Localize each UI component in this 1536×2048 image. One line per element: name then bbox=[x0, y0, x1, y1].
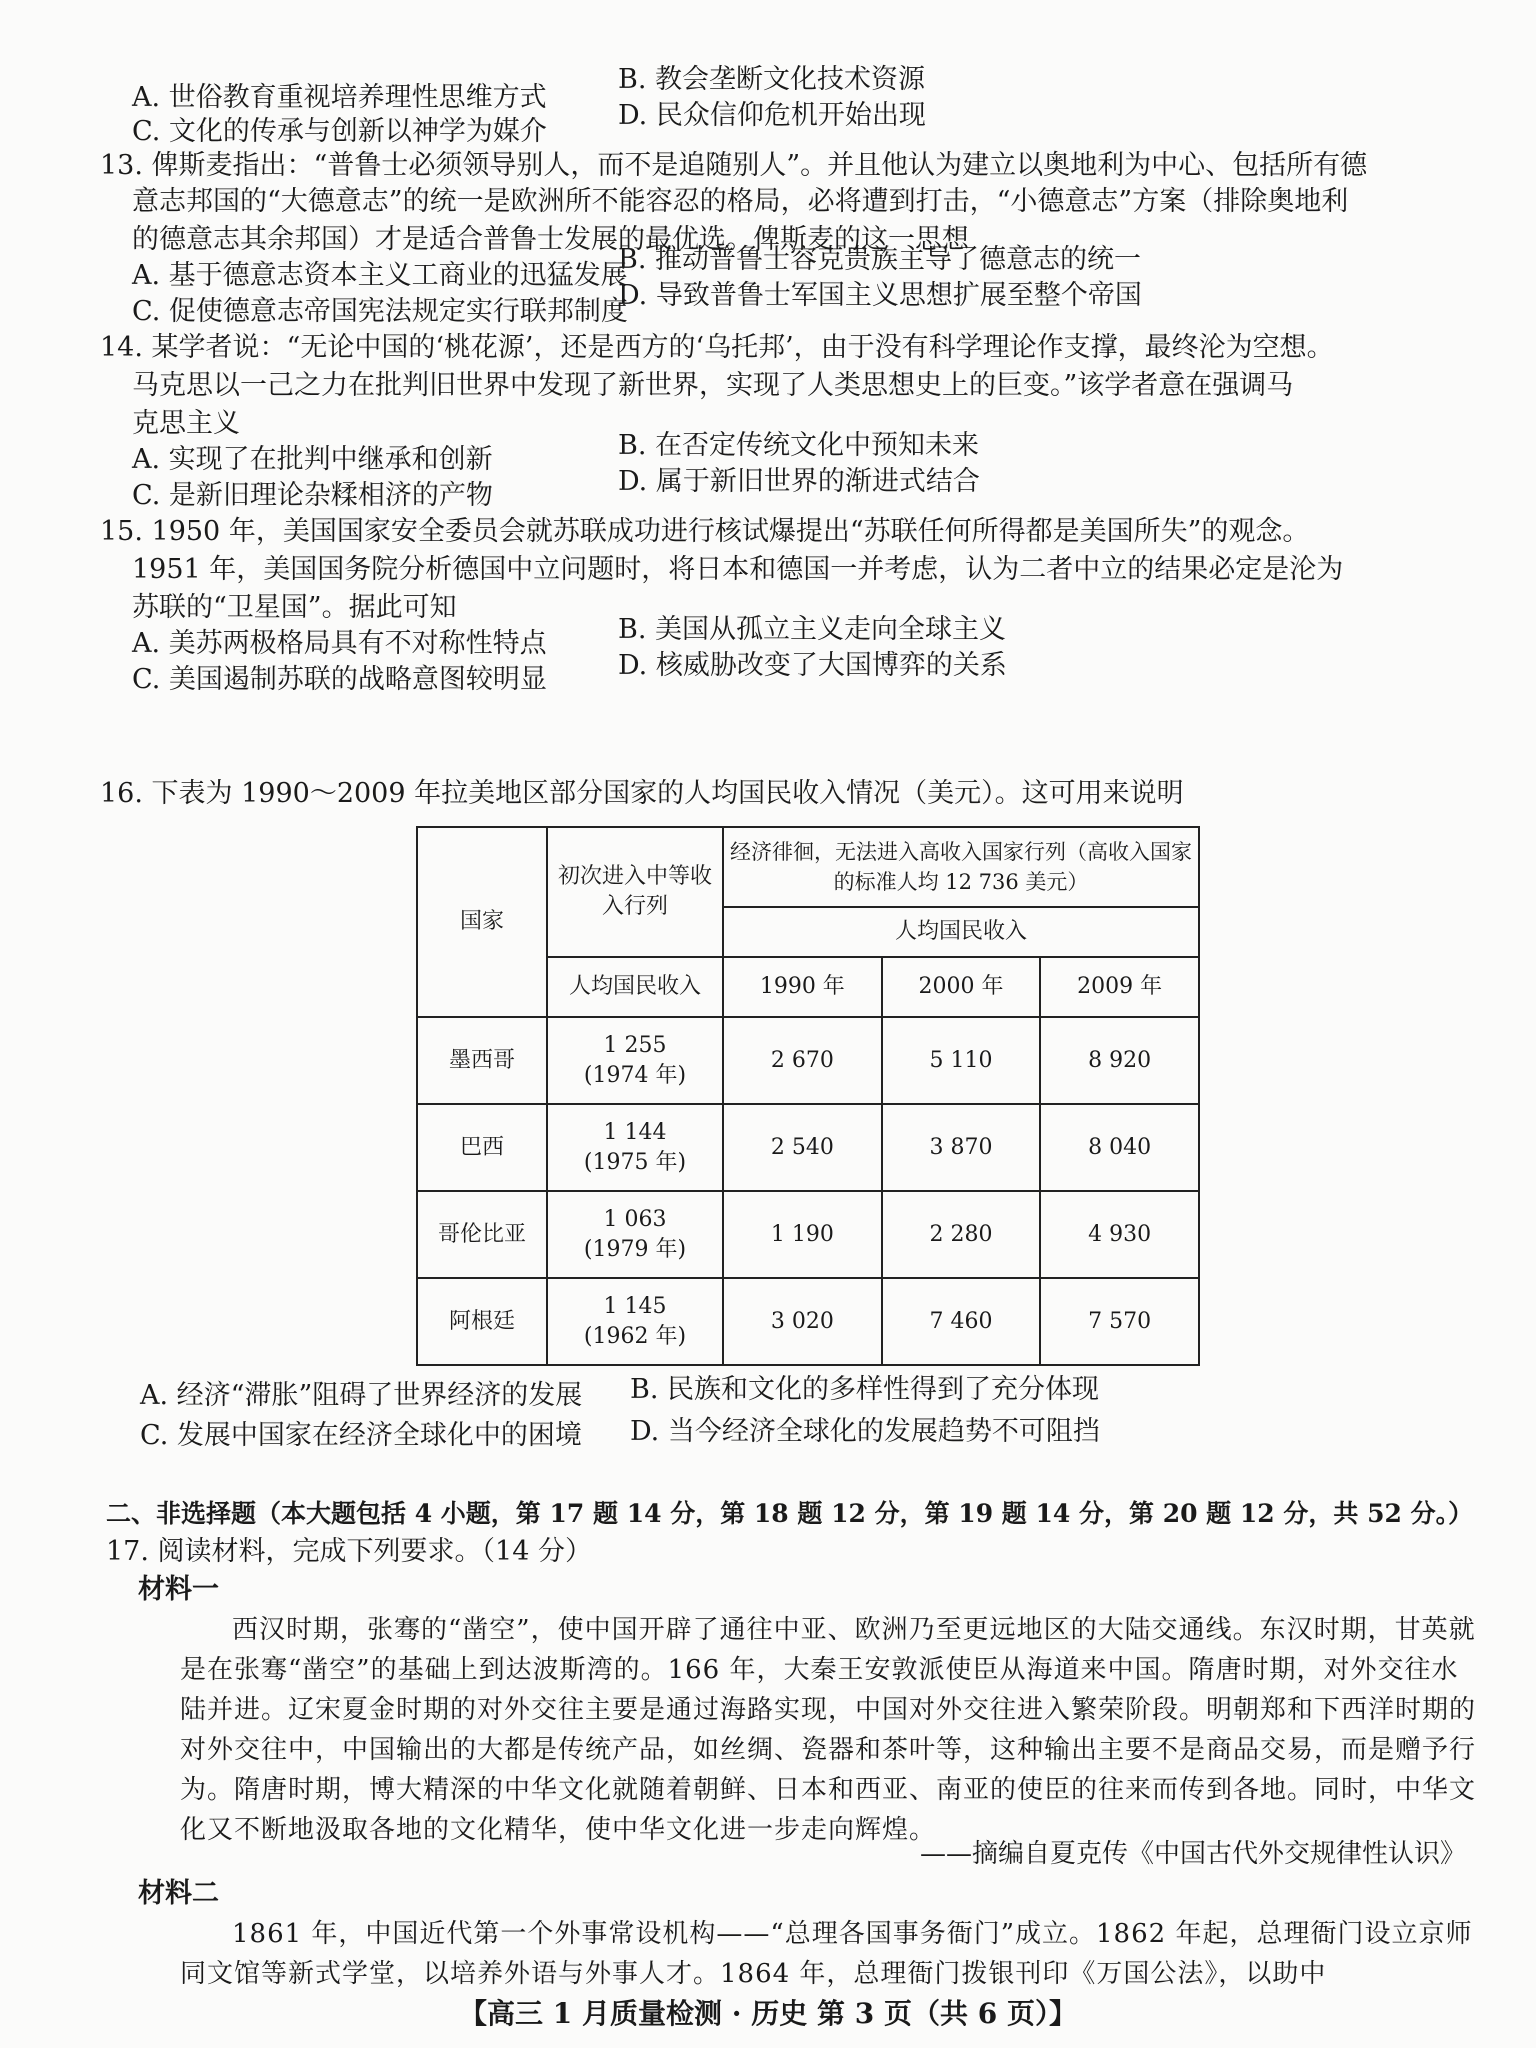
q12-option-d: D. 民众信仰危机开始出现 bbox=[618, 100, 926, 131]
q14-option-b: B. 在否定传统文化中预知未来 bbox=[618, 430, 980, 461]
q13-option-a: A. 基于德意志资本主义工商业的迅猛发展 bbox=[132, 260, 628, 291]
header-year-2009: 2009 年 bbox=[1040, 957, 1199, 1017]
table-row bbox=[417, 1278, 1199, 1365]
cell-first-value: 1 145 bbox=[603, 1293, 667, 1319]
q14-stem-line-1: 14. 某学者说：“无论中国的‘桃花源’，还是西方的‘乌托邦’，由于没有科学理论作支撑，最终沦为空想。 bbox=[100, 332, 1334, 363]
cell-2009: 7 570 bbox=[1040, 1278, 1199, 1365]
cell-first-year: (1979 年) bbox=[583, 1236, 687, 1262]
table-row bbox=[417, 1104, 1199, 1191]
header-country: 国家 bbox=[417, 827, 547, 1017]
header-first-sub: 人均国民收入 bbox=[547, 957, 723, 1017]
q17-title: 17. 阅读材料，完成下列要求。（14 分） bbox=[106, 1536, 592, 1567]
q13-option-d: D. 导致普鲁士军国主义思想扩展至整个帝国 bbox=[618, 280, 1142, 311]
header-year-1990: 1990 年 bbox=[723, 957, 882, 1017]
cell-2009: 8 040 bbox=[1040, 1104, 1199, 1191]
q16-option-c: C. 发展中国家在经济全球化中的困境 bbox=[140, 1420, 582, 1451]
q17-material-2-label: 材料二 bbox=[138, 1878, 219, 1909]
q15-option-b: B. 美国从孤立主义走向全球主义 bbox=[618, 614, 1007, 645]
cell-2000: 2 280 bbox=[882, 1191, 1041, 1278]
q17-material-1-label: 材料一 bbox=[138, 1574, 219, 1605]
q14-option-d: D. 属于新旧世界的渐进式结合 bbox=[618, 466, 980, 497]
q12-option-c: C. 文化的传承与创新以神学为媒介 bbox=[132, 116, 547, 147]
q15-option-c: C. 美国遏制苏联的战略意图较明显 bbox=[132, 664, 547, 695]
q14-stem-line-2: 马克思以一己之力在批判旧世界中发现了新世界，实现了人类思想史上的巨变。”该学者意在强调马 bbox=[132, 370, 1294, 401]
q15-stem-line-1: 15. 1950 年，美国国家安全委员会就苏联成功进行核试爆提出“苏联任何所得都是美国所失”的观念。 bbox=[100, 516, 1310, 547]
page-footer: 【高三 1 月质量检测 · 历史 第 3 页（共 6 页）】 bbox=[459, 1997, 1077, 2030]
cell-1990: 1 190 bbox=[723, 1191, 882, 1278]
q13-stem-line-2: 意志邦国的“大德意志”的统一是欧洲所不能容忍的格局，必将遭到打击，“小德意志”方案（排除奥地利 bbox=[132, 186, 1349, 217]
cell-first-value: 1 144 bbox=[603, 1119, 667, 1145]
q13-stem-line-1: 13. 俾斯麦指出：“普鲁士必须领导别人，而不是追随别人”。并且他认为建立以奥地利为中心、包括所有德 bbox=[100, 150, 1368, 181]
q17-material-1-text: 西汉时期，张骞的“凿空”，使中国开辟了通往中亚、欧洲乃至更远地区的大陆交通线。东汉时期，甘英就是在张骞“凿空”的基础上到达波斯湾的。166 年，大秦王安敦派使臣从海道来中国。隋唐时期，对外交往水陆并进。辽宋夏金时期的对外交往主要是通过海路实现，中国对外交往进入繁荣阶段。明朝郑和下西洋时期的对外交往中，中国输出的大都是传统产品，如丝绸、瓷器和茶叶等，这种输出主要不是商品交易，而是赠予行为。隋唐时期，博大精深的中华文化就随着朝鲜、日本和西亚、南亚的使臣的往来而传到各地。同时，中华文化又不断地汲取各地的文化精华，使中华文化进一步走向辉煌。 bbox=[180, 1615, 1477, 1845]
q15-option-d: D. 核威胁改变了大国博弈的关系 bbox=[618, 650, 1007, 681]
table-row bbox=[417, 1191, 1199, 1278]
header-income: 人均国民收入 bbox=[723, 907, 1199, 957]
cell-country: 墨西哥 bbox=[417, 1017, 547, 1104]
cell-2009: 8 920 bbox=[1040, 1017, 1199, 1104]
cell-first bbox=[547, 1278, 723, 1365]
q13-option-b: B. 推动普鲁士容克贵族主导了德意志的统一 bbox=[618, 244, 1142, 275]
cell-2009: 4 930 bbox=[1040, 1191, 1199, 1278]
q17-material-1-source: ——摘编自夏克传《中国古代外交规律性认识》 bbox=[919, 1839, 1466, 1869]
cell-first-year: (1975 年) bbox=[583, 1149, 687, 1175]
cell-country: 哥伦比亚 bbox=[417, 1191, 547, 1278]
q14-stem-line-3: 克思主义 bbox=[132, 408, 240, 439]
q16-option-a: A. 经济“滞胀”阻碍了世界经济的发展 bbox=[140, 1380, 583, 1411]
header-first-middle-income: 初次进入中等收入行列 bbox=[547, 827, 723, 957]
q16-option-b: B. 民族和文化的多样性得到了充分体现 bbox=[630, 1374, 1100, 1405]
cell-first bbox=[547, 1191, 723, 1278]
cell-country: 巴西 bbox=[417, 1104, 547, 1191]
table-row bbox=[417, 1017, 1199, 1104]
q13-option-c: C. 促使德意志帝国宪法规定实行联邦制度 bbox=[132, 296, 628, 327]
cell-2000: 7 460 bbox=[882, 1278, 1041, 1365]
q12-option-a: A. 世俗教育重视培养理性思维方式 bbox=[132, 82, 547, 113]
cell-first-value: 1 063 bbox=[603, 1206, 667, 1232]
cell-1990: 2 540 bbox=[723, 1104, 882, 1191]
cell-first-value: 1 255 bbox=[603, 1032, 667, 1058]
q13-stem-line-3: 的德意志其余邦国）才是适合普鲁士发展的最优选。俾斯麦的这一思想 bbox=[132, 224, 969, 255]
q14-option-c: C. 是新旧理论杂糅相济的产物 bbox=[132, 480, 493, 511]
q16-stem: 16. 下表为 1990～2009 年拉美地区部分国家的人均国民收入情况（美元）。这可用来说明 bbox=[100, 778, 1184, 809]
q16-option-d: D. 当今经济全球化的发展趋势不可阻挡 bbox=[630, 1416, 1100, 1447]
cell-first-year: (1962 年) bbox=[583, 1323, 687, 1349]
q15-option-a: A. 美苏两极格局具有不对称性特点 bbox=[132, 628, 547, 659]
cell-first-year: (1974 年) bbox=[583, 1062, 687, 1088]
cell-2000: 3 870 bbox=[882, 1104, 1041, 1191]
cell-first bbox=[547, 1017, 723, 1104]
income-table bbox=[416, 826, 1200, 1366]
q12-option-b: B. 教会垄断文化技术资源 bbox=[618, 64, 926, 95]
section-2-heading: 二、非选择题（本大题包括 4 小题，第 17 题 14 分，第 18 题 12 分，第 19 题 14 分，第 20 题 12 分，共 52 分。） bbox=[106, 1499, 1474, 1528]
cell-first bbox=[547, 1104, 723, 1191]
q14-option-a: A. 实现了在批判中继承和创新 bbox=[132, 444, 493, 475]
cell-1990: 3 020 bbox=[723, 1278, 882, 1365]
header-trap: 经济徘徊，无法进入高收入国家行列（高收入国家的标准人均 12 736 美元） bbox=[723, 827, 1199, 907]
cell-2000: 5 110 bbox=[882, 1017, 1041, 1104]
q15-stem-line-3: 苏联的“卫星国”。据此可知 bbox=[132, 592, 457, 623]
q17-material-2-text: 1861 年，中国近代第一个外事常设机构——“总理各国事务衙门”成立。1862 年起，总理衙门设立京师同文馆等新式学堂，以培养外语与外事人才。1864 年，总理衙门拨银刊印《万国公法》，以助中 bbox=[180, 1919, 1473, 1989]
q15-stem-line-2: 1951 年，美国国务院分析德国中立问题时，将日本和德国一并考虑，认为二者中立的结果必定是沦为 bbox=[132, 554, 1344, 585]
header-year-2000: 2000 年 bbox=[882, 957, 1041, 1017]
cell-country: 阿根廷 bbox=[417, 1278, 547, 1365]
cell-1990: 2 670 bbox=[723, 1017, 882, 1104]
